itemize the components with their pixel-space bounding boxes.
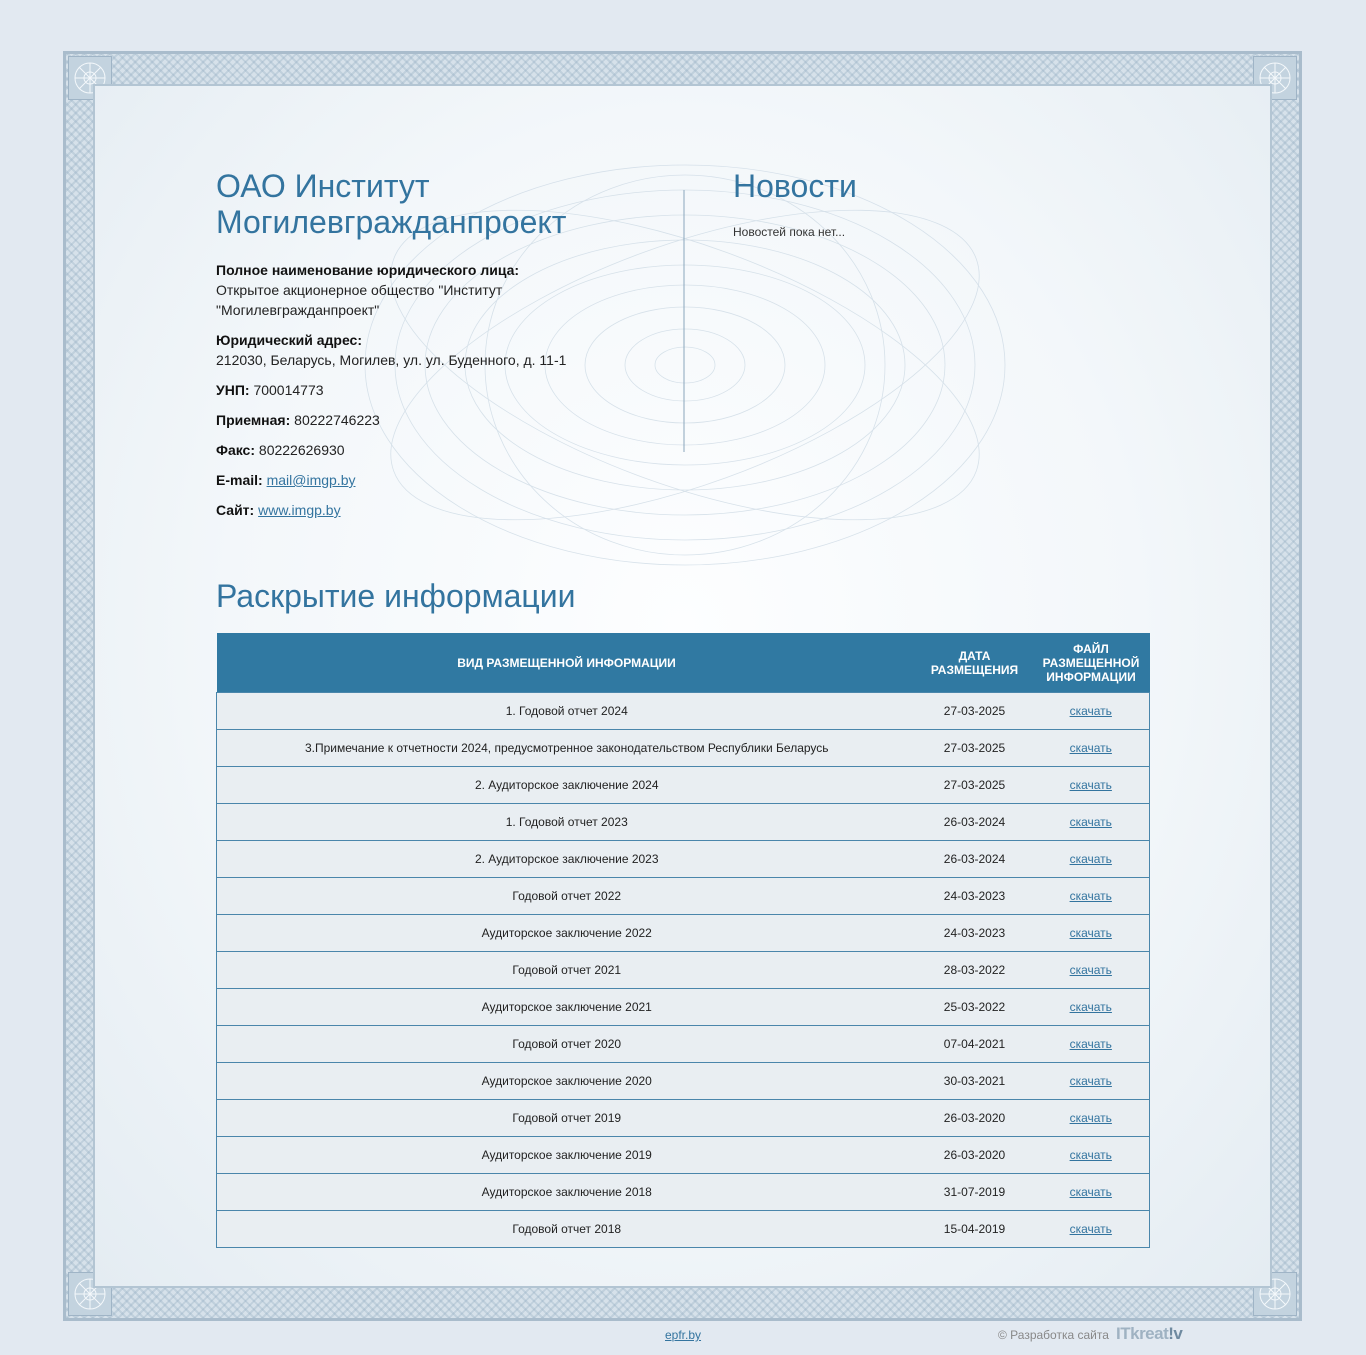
email-label: E-mail: [216, 472, 263, 488]
download-link[interactable]: скачать [1069, 1037, 1112, 1051]
table-row [217, 730, 1150, 767]
row-name: Аудиторское заключение 2019 [217, 1137, 917, 1174]
reception-label: Приемная: [216, 412, 291, 428]
download-link[interactable]: скачать [1069, 963, 1112, 977]
full-name-value: Открытое акционерное общество "Институт "Могилевгражданпроект" [216, 282, 503, 318]
disclosure-table [216, 633, 1150, 1248]
ornamental-divider-icon [683, 190, 685, 452]
unp-label: УНП: [216, 382, 250, 398]
row-file [1033, 952, 1150, 989]
table-row [217, 915, 1150, 952]
row-name: 2. Аудиторское заключение 2024 [217, 767, 917, 804]
fax-block [216, 440, 636, 460]
row-date: 26-03-2024 [917, 841, 1033, 878]
reception-block [216, 410, 636, 430]
table-row [217, 1174, 1150, 1211]
download-link[interactable]: скачать [1069, 741, 1112, 755]
address-label: Юридический адрес: [216, 332, 362, 348]
unp-value: 700014773 [253, 382, 324, 398]
row-date: 26-03-2020 [917, 1100, 1033, 1137]
table-row [217, 1100, 1150, 1137]
table-row [217, 804, 1150, 841]
full-name-block [216, 260, 636, 320]
table-row [217, 1026, 1150, 1063]
site-link[interactable]: www.imgp.by [258, 502, 341, 518]
row-name: Аудиторское заключение 2022 [217, 915, 917, 952]
header-date: ДАТА РАЗМЕЩЕНИЯ [917, 633, 1033, 693]
row-file [1033, 1063, 1150, 1100]
row-date: 28-03-2022 [917, 952, 1033, 989]
row-name: Годовой отчет 2018 [217, 1211, 917, 1248]
row-name: Годовой отчет 2022 [217, 878, 917, 915]
row-file [1033, 1026, 1150, 1063]
row-file [1033, 1174, 1150, 1211]
developer-credit: © Разработка сайта [998, 1328, 1109, 1342]
row-file [1033, 804, 1150, 841]
row-date: 26-03-2020 [917, 1137, 1033, 1174]
download-link[interactable]: скачать [1069, 1222, 1112, 1236]
row-name: Годовой отчет 2019 [217, 1100, 917, 1137]
site-label: Сайт: [216, 502, 255, 518]
download-link[interactable]: скачать [1069, 778, 1112, 792]
row-name: Аудиторское заключение 2021 [217, 989, 917, 1026]
row-date: 24-03-2023 [917, 878, 1033, 915]
header-type: ВИД РАЗМЕЩЕННОЙ ИНФОРМАЦИИ [217, 633, 917, 693]
table-row [217, 989, 1150, 1026]
row-name: 1. Годовой отчет 2024 [217, 693, 917, 730]
row-file [1033, 841, 1150, 878]
download-link[interactable]: скачать [1069, 889, 1112, 903]
disclosure-title: Раскрытие информации [216, 578, 576, 614]
address-value: 212030, Беларусь, Могилев, ул. ул. Буденного, д. 11-1 [216, 352, 567, 368]
row-date: 31-07-2019 [917, 1174, 1033, 1211]
row-date: 07-04-2021 [917, 1026, 1033, 1063]
download-link[interactable]: скачать [1069, 1148, 1112, 1162]
download-link[interactable]: скачать [1069, 1185, 1112, 1199]
download-link[interactable]: скачать [1069, 926, 1112, 940]
row-name: Годовой отчет 2020 [217, 1026, 917, 1063]
table-row [217, 878, 1150, 915]
download-link[interactable]: скачать [1069, 1111, 1112, 1125]
row-name: 1. Годовой отчет 2023 [217, 804, 917, 841]
unp-block [216, 380, 636, 400]
news-title: Новости [733, 168, 857, 204]
row-date: 27-03-2025 [917, 693, 1033, 730]
row-date: 27-03-2025 [917, 730, 1033, 767]
company-info [216, 260, 636, 530]
row-name: Аудиторское заключение 2018 [217, 1174, 917, 1211]
row-date: 24-03-2023 [917, 915, 1033, 952]
company-title: ОАО Институт Могилевгражданпроект [216, 168, 567, 240]
row-date: 25-03-2022 [917, 989, 1033, 1026]
fax-label: Факс: [216, 442, 256, 458]
row-file [1033, 915, 1150, 952]
news-empty-text: Новостей пока нет... [733, 225, 846, 239]
site-block [216, 500, 636, 520]
row-file [1033, 693, 1150, 730]
full-name-label: Полное наименование юридического лица: [216, 262, 520, 278]
email-link[interactable]: mail@imgp.by [266, 472, 356, 488]
row-date: 15-04-2019 [917, 1211, 1033, 1248]
header-file: ФАЙЛ РАЗМЕЩЕННОЙ ИНФОРМАЦИИ [1033, 633, 1150, 693]
row-file [1033, 730, 1150, 767]
row-file [1033, 1100, 1150, 1137]
table-row [217, 1137, 1150, 1174]
download-link[interactable]: скачать [1069, 852, 1112, 866]
row-date: 27-03-2025 [917, 767, 1033, 804]
table-row [217, 952, 1150, 989]
table-row [217, 1211, 1150, 1248]
table-row [217, 841, 1150, 878]
row-date: 30-03-2021 [917, 1063, 1033, 1100]
row-date: 26-03-2024 [917, 804, 1033, 841]
address-block [216, 330, 636, 370]
table-row [217, 767, 1150, 804]
download-link[interactable]: скачать [1069, 1074, 1112, 1088]
table-header-row [217, 633, 1150, 693]
epfr-link[interactable]: epfr.by [665, 1328, 702, 1342]
row-file [1033, 767, 1150, 804]
disclosure-table-wrap [216, 633, 1150, 1248]
reception-value: 80222746223 [294, 412, 380, 428]
row-name: 3.Примечание к отчетности 2024, предусмотренное законодательством Республики Беларусь [217, 730, 917, 767]
row-file [1033, 878, 1150, 915]
table-row [217, 693, 1150, 730]
row-file [1033, 989, 1150, 1026]
itkreativ-logo[interactable]: ITkreat!v [1116, 1324, 1183, 1343]
download-link[interactable]: скачать [1069, 704, 1112, 718]
row-file [1033, 1137, 1150, 1174]
download-link[interactable]: скачать [1069, 1000, 1112, 1014]
row-name: 2. Аудиторское заключение 2023 [217, 841, 917, 878]
email-block [216, 470, 636, 490]
row-file [1033, 1211, 1150, 1248]
row-name: Годовой отчет 2021 [217, 952, 917, 989]
fax-value: 80222626930 [258, 442, 345, 458]
table-row [217, 1063, 1150, 1100]
download-link[interactable]: скачать [1069, 815, 1112, 829]
row-name: Аудиторское заключение 2020 [217, 1063, 917, 1100]
